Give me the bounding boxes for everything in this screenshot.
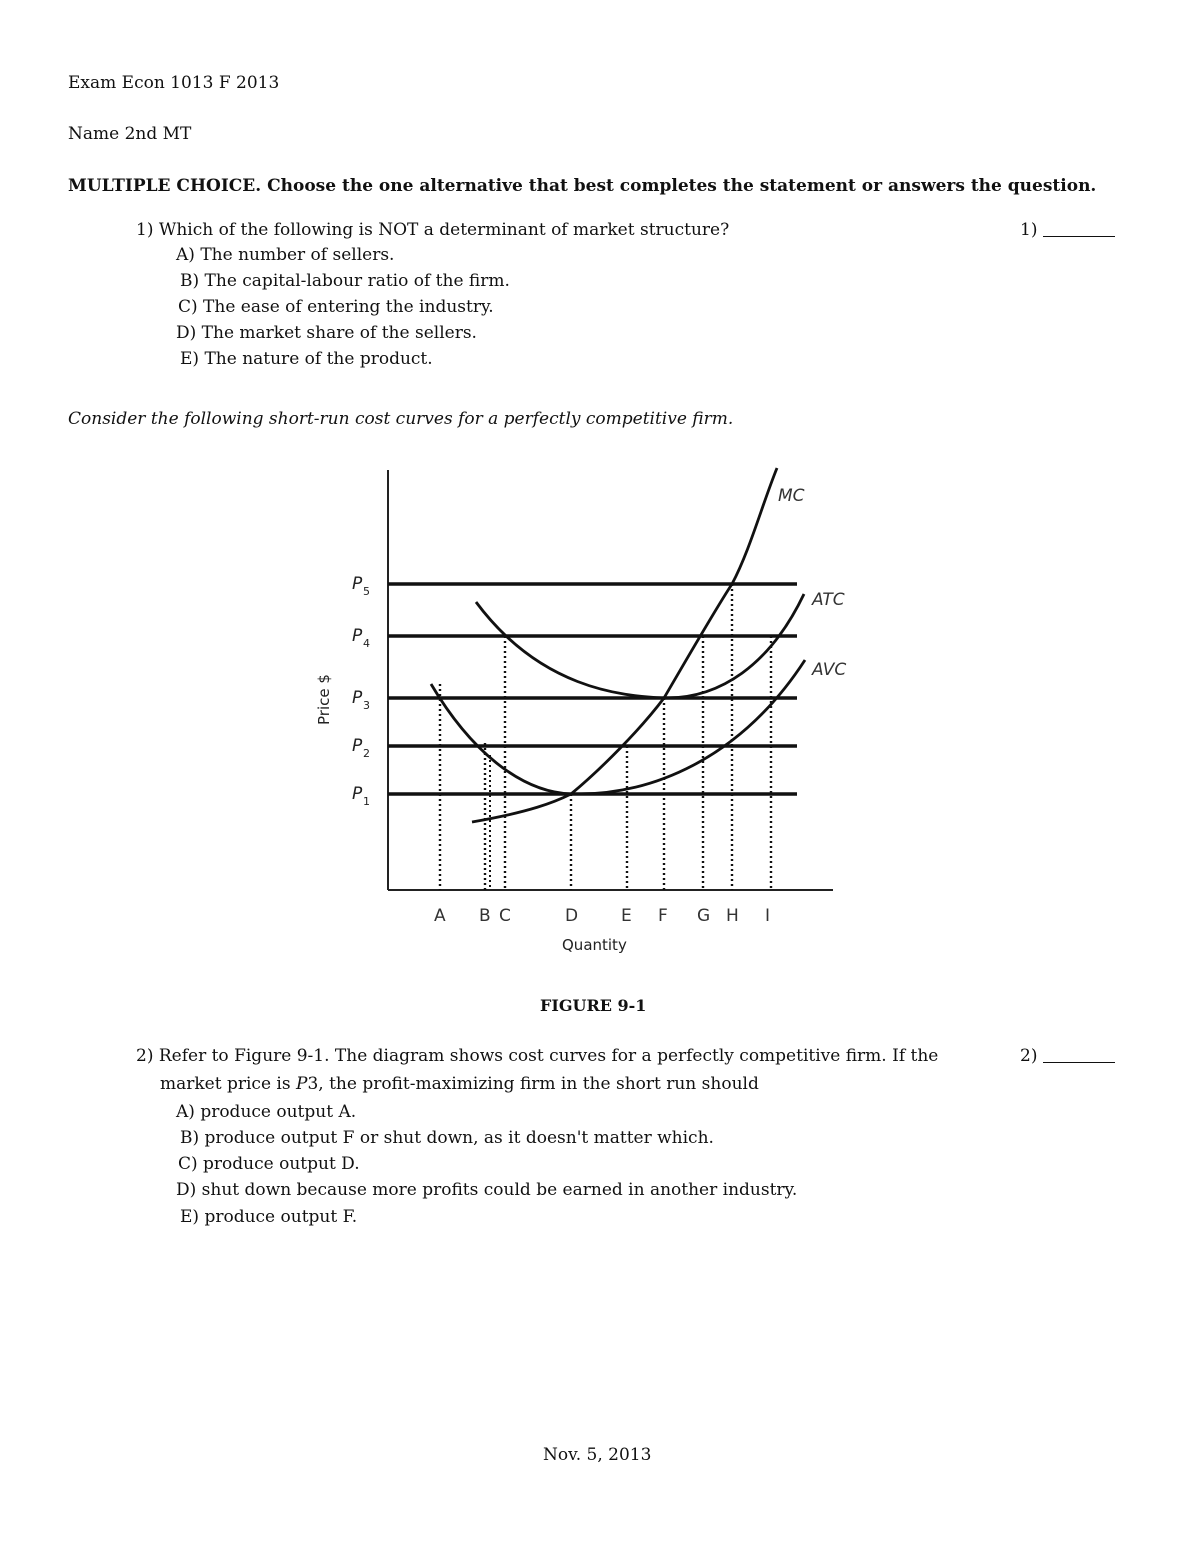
figure-caption: FIGURE 9-1	[540, 996, 647, 1015]
price-label: P	[352, 784, 363, 804]
q2-option-a: A) produce output A.	[176, 1102, 357, 1122]
name-line: Name 2nd MT	[68, 124, 192, 144]
q2-option-d: D) shut down because more profits could be earned in another industry.	[176, 1180, 798, 1200]
question-2-price-sub: 3	[307, 1074, 319, 1094]
curve-label-mc: MC	[778, 486, 805, 506]
q2-option-c: C) produce output D.	[178, 1154, 360, 1174]
question-2-number: 2)	[136, 1046, 154, 1066]
price-label: P	[352, 688, 363, 708]
context-note: Consider the following short-run cost curves for a perfectly competitive firm.	[68, 409, 734, 429]
exam-title: Exam Econ 1013 F 2013	[68, 73, 280, 93]
x-tick-label: C	[499, 906, 511, 926]
answer-blank-1[interactable]	[1020, 219, 1115, 241]
atc-curve	[476, 594, 804, 698]
answer-1-line[interactable]	[1043, 220, 1115, 237]
q1-option-e: E) The nature of the product.	[180, 349, 433, 369]
question-1-number: 1)	[136, 220, 154, 240]
q2-option-b: B) produce output F or shut down, as it doesn't matter which.	[180, 1128, 714, 1148]
x-tick-label: D	[565, 906, 579, 926]
price-label-sub: 2	[363, 747, 370, 760]
x-tick-label: A	[434, 906, 446, 926]
instructions: MULTIPLE CHOICE. Choose the one alternative that best completes the statement or answers the question.	[68, 176, 1097, 196]
curve-label-avc: AVC	[812, 660, 847, 680]
y-axis-title: Price $	[315, 674, 333, 725]
price-label-sub: 1	[363, 795, 370, 808]
answer-blank-2[interactable]	[1020, 1045, 1115, 1067]
answer-2-label: 2)	[1020, 1046, 1038, 1066]
question-2-price-var: P	[295, 1074, 308, 1094]
x-tick-label: F	[658, 906, 668, 926]
q1-option-d: D) The market share of the sellers.	[176, 323, 477, 343]
cost-curves-chart	[300, 460, 900, 960]
x-tick-label: H	[726, 906, 739, 926]
x-tick-label: B	[479, 906, 491, 926]
question-2-text: Refer to Figure 9-1. The diagram shows cost curves for a perfectly competitive firm. If the	[158, 1046, 939, 1066]
avc-curve	[431, 660, 805, 794]
q1-option-c: C) The ease of entering the industry.	[178, 297, 494, 317]
price-label-sub: 4	[363, 637, 370, 650]
x-tick-label: G	[697, 906, 711, 926]
question-2-line-2-post: , the profit-maximizing firm in the short run should	[318, 1074, 759, 1094]
x-tick-label: I	[765, 906, 771, 926]
curve-label-atc: ATC	[812, 590, 845, 610]
question-2-line-1	[136, 1045, 938, 1067]
answer-1-label: 1)	[1020, 220, 1038, 240]
question-1-text: Which of the following is NOT a determinant of market structure?	[158, 220, 730, 240]
q1-option-b: B) The capital-labour ratio of the firm.	[180, 271, 510, 291]
question-1	[136, 219, 729, 241]
q1-option-a: A) The number of sellers.	[176, 245, 395, 265]
price-label: P	[352, 736, 363, 756]
price-label: P	[352, 626, 363, 646]
question-2-line-2	[160, 1073, 759, 1095]
x-tick-label: E	[621, 906, 632, 926]
footer-date: Nov. 5, 2013	[543, 1445, 652, 1465]
question-2-line-2-pre: market price is	[160, 1074, 296, 1094]
x-axis-title: Quantity	[562, 936, 627, 954]
answer-2-line[interactable]	[1043, 1046, 1115, 1063]
price-label-sub: 3	[363, 699, 370, 712]
price-label: P	[352, 574, 363, 594]
price-label-sub: 5	[363, 585, 370, 598]
q2-option-e: E) produce output F.	[180, 1207, 358, 1227]
